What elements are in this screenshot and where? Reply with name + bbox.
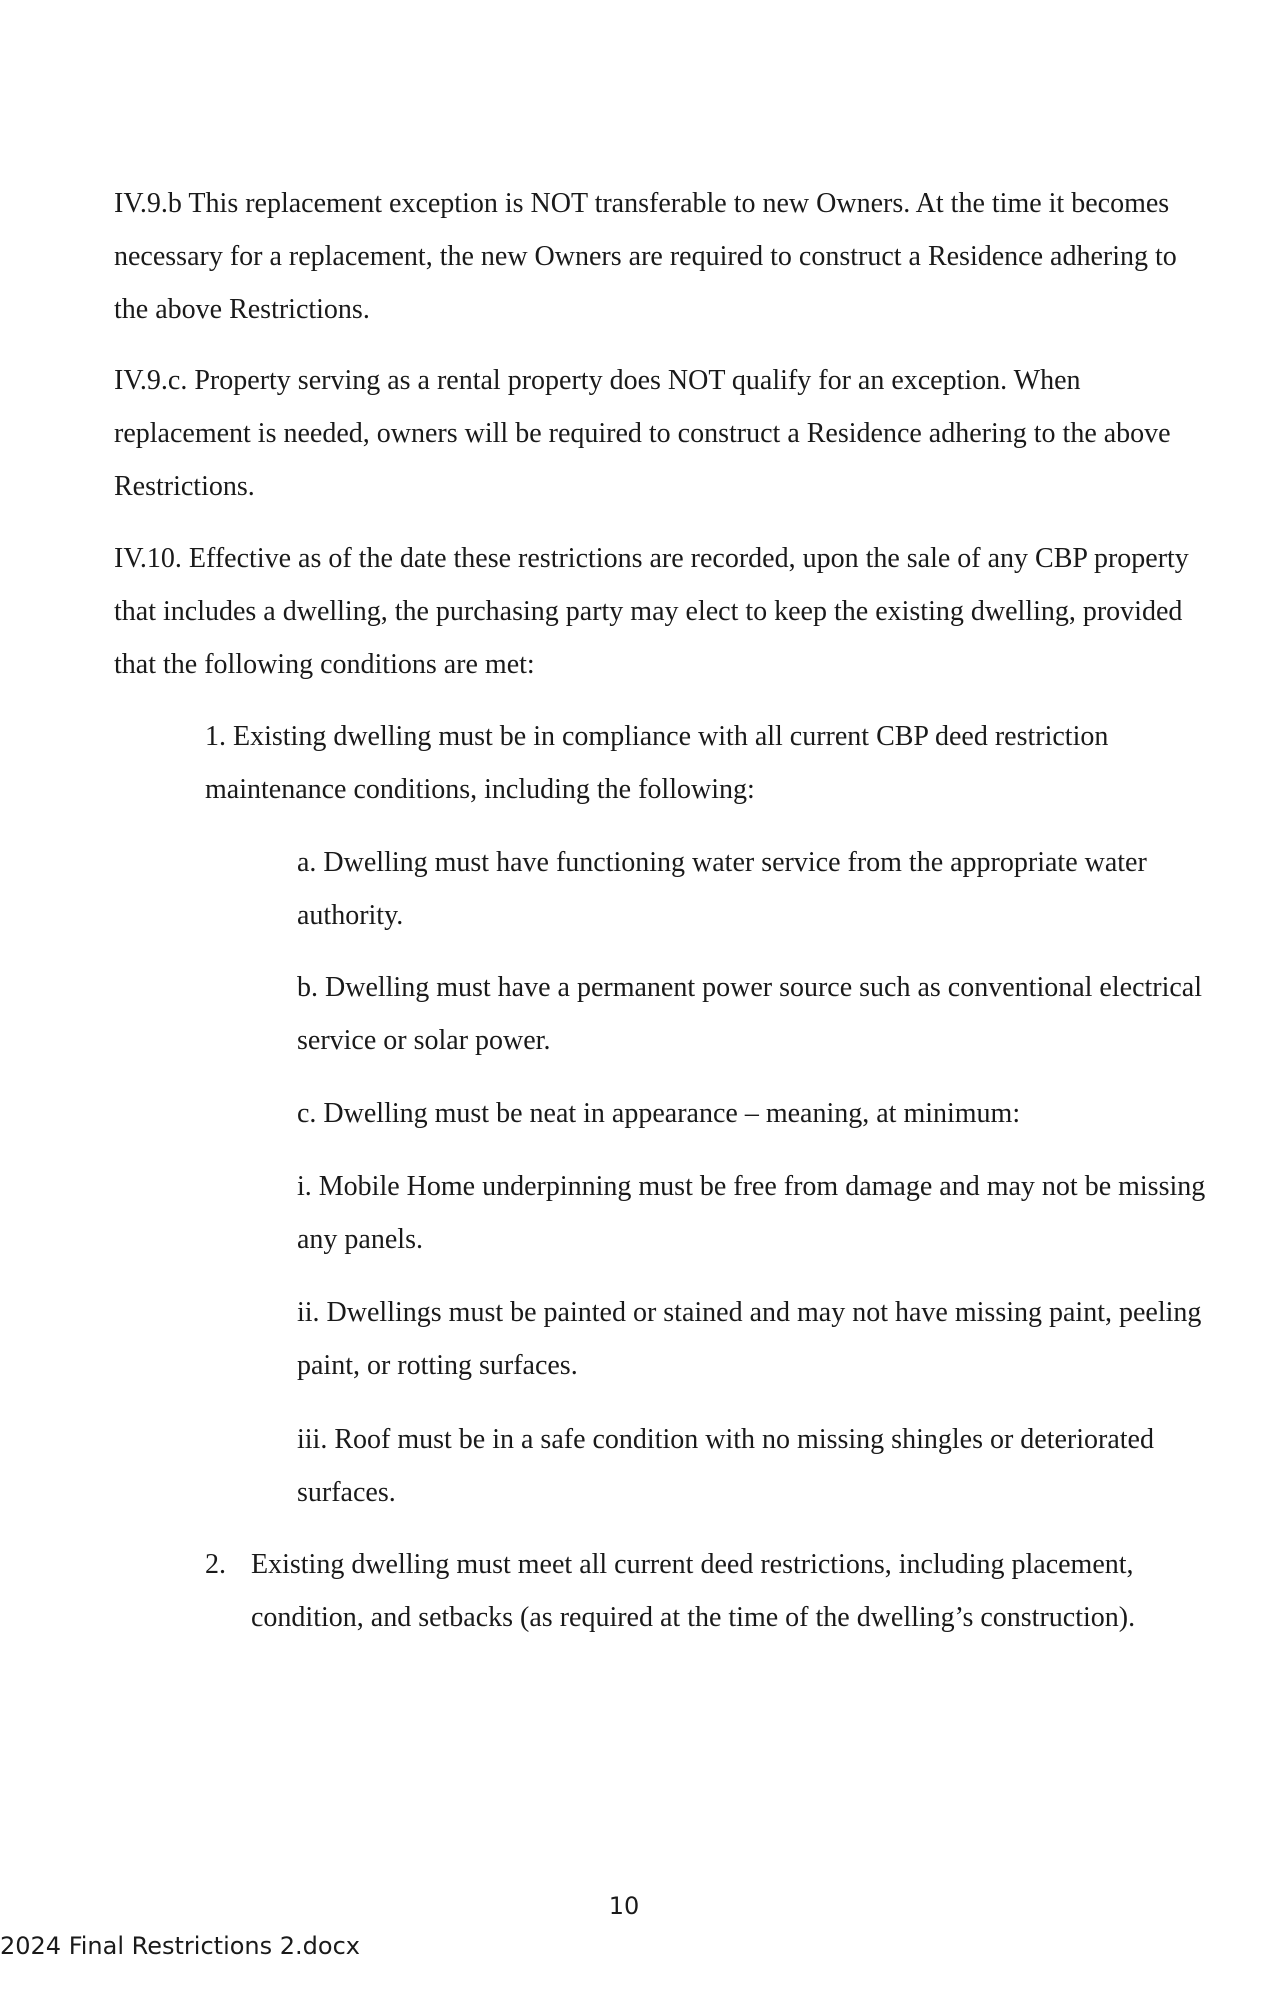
- condition-sub-a: a. Dwelling must have functioning water service from the appropriate water authority.: [297, 847, 1147, 931]
- condition-item-1: 1. Existing dwelling must be in compliance with all current CBP deed restriction maintenance conditions, including the following:: [205, 721, 1109, 805]
- paragraph-iv-9-c: IV.9.c. Property serving as a rental property does NOT qualify for an exception. When replacement is needed, owners will be required to construct a Residence adhering to the above Restrictions.: [114, 365, 1171, 502]
- page-number: 10: [608, 1892, 640, 1920]
- condition-sub-c: c. Dwelling must be neat in appearance – meaning, at minimum:: [297, 1098, 1021, 1129]
- paragraph-iv-9-b: IV.9.b This replacement exception is NOT transferable to new Owners. At the time it becomes necessary for a replacement, the new Owners are required to construct a Residence adhering to the above Restrictions.: [114, 188, 1177, 325]
- condition-item-2-text: Existing dwelling must meet all current deed restrictions, including placement, condition, and setbacks (as required at the time of the dwelling’s construction).: [251, 1549, 1136, 1633]
- condition-item-2: [205, 1538, 1235, 1708]
- paragraph-iv-10: IV.10. Effective as of the date these restrictions are recorded, upon the sale of any CBP property that includes a dwelling, the purchasing party may elect to keep the existing dwelling, provided that the following conditions are met:: [114, 543, 1189, 680]
- footer-filename: 2024 Final Restrictions 2.docx: [0, 1932, 360, 1960]
- condition-sub-ii: ii. Dwellings must be painted or stained and may not have missing paint, peeling paint, or rotting surfaces.: [297, 1297, 1202, 1381]
- condition-sub-i: i. Mobile Home underpinning must be free from damage and may not be missing any panels.: [297, 1171, 1206, 1255]
- condition-item-2-number: 2.: [205, 1549, 226, 1580]
- condition-sub-b: b. Dwelling must have a permanent power source such as conventional electrical service or solar power.: [297, 972, 1203, 1056]
- condition-sub-iii: iii. Roof must be in a safe condition with no missing shingles or deteriorated surfaces.: [297, 1424, 1154, 1508]
